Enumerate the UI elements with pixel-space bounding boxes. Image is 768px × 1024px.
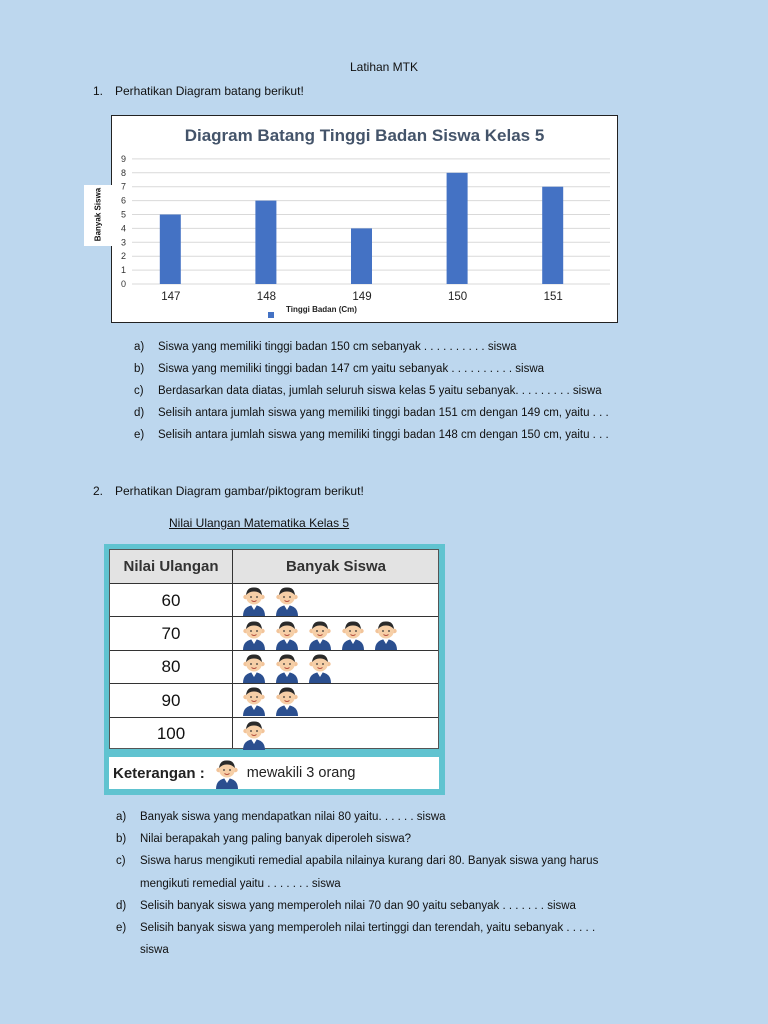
question-2-heading [93,484,364,498]
x-tick-label: 150 [448,291,468,303]
chart-title: Diagram Batang Tinggi Badan Siswa Kelas 5 [184,126,545,145]
pictogram-icons [234,617,438,650]
student-icon [213,758,241,789]
question-2-item-text: Selisih banyak siswa yang memperoleh nilai 70 dan 90 yaitu sebanyak . . . . . . . siswa [140,899,576,912]
pictogram-row [110,583,438,617]
page-title: Latihan MTK [349,60,419,74]
pictogram-score: 90 [161,690,181,710]
y-tick-label: 1 [120,265,126,276]
pictogram-row [110,616,438,650]
question-1-item-text: Berdasarkan data diatas, jumlah seluruh siswa kelas 5 yaitu sebanyak. . . . . . . . . siswa [158,385,602,397]
question-1-item-label: e) [134,429,145,441]
question-1-item-label: b) [134,363,145,375]
pictogram-row [110,683,438,717]
pictogram-score: 70 [161,624,181,644]
student-icon [306,619,334,650]
student-icon [240,652,268,683]
pictogram-header-row [110,550,438,583]
bar [447,173,468,284]
bar [351,228,372,284]
y-tick-label: 0 [120,279,126,289]
question-1-item-label: a) [134,341,145,353]
question-2-item-label: c) [116,855,126,868]
question-2-item [116,900,576,912]
student-icon [273,619,301,650]
pictogram-score: 60 [161,590,181,610]
x-axis-label: Tinggi Badan (Cm) [286,305,357,314]
y-tick-label: 5 [120,209,126,220]
student-icon [306,652,334,683]
legend-label: Keterangan : [113,764,205,782]
legend-text: mewakili 3 orang [246,765,356,781]
x-tick-label: 147 [161,291,181,303]
student-icon [240,719,268,750]
question-2-item [116,878,341,890]
pictogram-icons [234,584,438,617]
pictogram-row [110,650,438,684]
question-2-item-label: d) [116,899,127,912]
pictogram-row [110,717,438,751]
question-2-item-text: Selisih banyak siswa yang memperoleh nilai tertinggi dan terendah, yaitu sebanyak . . . . . [140,922,596,934]
x-tick-label: 148 [256,291,276,303]
y-tick-label: 7 [120,181,126,192]
question-2-item-text: Siswa harus mengikuti remedial apabila nilainya kurang dari 80. Banyak siswa yang harus [140,855,599,868]
pictogram-icons [234,651,438,684]
student-icon [213,758,241,789]
student-icon [240,619,268,650]
pictogram-header-score: Nilai Ulangan [123,558,219,575]
student-icon [273,585,301,616]
y-tick-label: 8 [120,167,126,178]
question-2-item-text: siswa [140,944,169,957]
pictogram-table [109,549,439,749]
bar-chart [111,115,618,323]
student-icon [240,585,268,616]
question-1-text: Perhatikan Diagram batang berikut! [115,84,304,98]
question-1-item [134,407,609,419]
question-2-item-label: a) [116,811,127,823]
question-1-item-text: Selisih antara jumlah siswa yang memiliki tinggi badan 151 cm dengan 149 cm, yaitu . . . [158,407,609,419]
student-icon [240,685,268,716]
chart-plot [112,116,617,322]
question-1-item-text: Siswa yang memiliki tinggi badan 150 cm sebanyak . . . . . . . . . . siswa [158,341,517,353]
pictogram-legend [109,757,439,789]
pictogram-score: 80 [161,657,181,677]
y-axis-label: Banyak Siswa [93,187,103,242]
question-2-number: 2. [93,484,104,498]
bar [160,215,181,285]
y-tick-label: 9 [120,153,126,164]
pictogram-score: 100 [156,724,186,744]
question-1-item [134,385,602,397]
question-2-item [116,811,446,823]
x-tick-label: 151 [543,291,563,303]
student-icon [273,652,301,683]
pictogram-title: Nilai Ulangan Matematika Kelas 5 [169,516,350,530]
pictogram-header-count: Banyak Siswa [285,558,387,575]
question-1-item [134,341,517,353]
question-2-item-label: e) [116,922,127,934]
pictogram-icons [234,684,438,717]
y-tick-label: 3 [120,237,126,248]
question-2-item [116,922,595,934]
question-1-item [134,363,544,375]
pictogram [104,544,445,795]
question-2-item-text: Nilai berapakah yang paling banyak diperoleh siswa? [140,833,412,846]
question-1-item [134,429,609,441]
pictogram-icons [234,718,438,751]
question-2-text: Perhatikan Diagram gambar/piktogram berikut! [115,484,364,498]
bar [542,187,563,284]
legend-marker [268,312,274,318]
y-tick-label: 4 [120,223,126,234]
question-2-item-text: mengikuti remedial yaitu . . . . . . . siswa [140,877,341,890]
question-1-heading [93,84,304,98]
student-icon [339,619,367,650]
question-2-item [116,855,598,867]
question-2-item-label: b) [116,833,127,846]
question-2-item-text: Banyak siswa yang mendapatkan nilai 80 yaitu. . . . . . siswa [140,811,446,823]
question-2-item [116,833,411,845]
question-1-item-text: Selisih antara jumlah siswa yang memiliki tinggi badan 148 cm dengan 150 cm, yaitu . . . [158,429,609,441]
student-icon [273,685,301,716]
y-tick-label: 6 [120,195,126,206]
question-1-number: 1. [93,84,104,98]
question-1-item-label: d) [134,407,145,419]
question-1-item-text: Siswa yang memiliki tinggi badan 147 cm yaitu sebanyak . . . . . . . . . . siswa [158,363,545,375]
y-tick-label: 2 [120,251,126,262]
bar [255,201,276,284]
question-1-item-label: c) [134,385,144,397]
student-icon [372,619,400,650]
x-tick-label: 149 [352,291,372,303]
question-2-item [116,944,169,956]
